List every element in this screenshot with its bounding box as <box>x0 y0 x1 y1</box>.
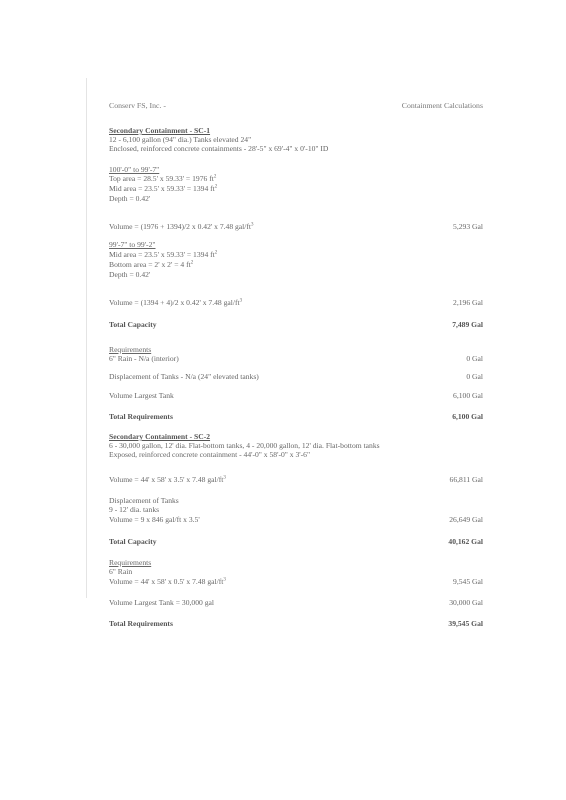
sc2-displacement-value: 26,649 Gal <box>449 515 483 524</box>
sc2-volume-value: 66,811 Gal <box>449 475 483 484</box>
sc2-rain-title: 6" Rain <box>109 567 133 576</box>
sc1-volume-2-value: 2,196 Gal <box>453 298 483 307</box>
sc2-rain-value: 9,545 Gal <box>453 577 483 586</box>
company-header: Conserv FS, Inc. - <box>109 101 166 110</box>
sc1-total-requirements-value: 6,100 Gal <box>452 412 483 421</box>
sc1-requirements-title: Requirements <box>109 345 152 354</box>
sc2-total-requirements-label: Total Requirements <box>109 619 173 628</box>
sc1-title: Secondary Containment - SC-1 <box>109 126 211 135</box>
sc1-total-requirements-label: Total Requirements <box>109 412 173 421</box>
sc1-displacement: Displacement of Tanks - N/a (24" elevated tanks) <box>109 372 259 381</box>
sc1-mid-area: Mid area = 23.5' x 59.33' = 1394 $ft^2$ <box>109 184 218 193</box>
sc1-depth-2: Depth = 0.42' <box>109 270 151 279</box>
sc1-largest-tank: Volume Largest Tank <box>109 391 174 400</box>
sc2-desc-1: 6 - 30,000 gallon, 12' dia. Flat-bottom tanks, 4 - 20,000 gallon, 12' dia. Flat-bottom tanks <box>109 441 380 450</box>
sc1-mid-area-2: Mid area = 23.5' x 59.33' = 1394 $ft^2$ <box>109 250 218 259</box>
sc2-desc-2: Exposed, reinforced concrete containment - 44'-0" x 58'-0" x 3'-6" <box>109 450 311 459</box>
sc1-bottom-area: Bottom area = 2' x 2' = 4 $ft^2$ <box>109 260 194 269</box>
sc1-top-area: Top area = 28.5' x 59.33' = 1976 $ft^2$ <box>109 174 217 183</box>
sc1-desc-2: Enclosed, reinforced concrete containments - 28'-5" x 69'-4" x 0'-10" ID <box>109 144 329 153</box>
sc1-volume-1-value: 5,293 Gal <box>453 222 483 231</box>
sc2-total-requirements-value: 39,545 Gal <box>448 619 483 628</box>
sc1-depth-1: Depth = 0.42' <box>109 194 151 203</box>
sc2-rain-volume: Volume = 44' x 58' x 0.5' x 7.48 gal/$ft^3$ <box>109 577 226 586</box>
sc2-displacement-title: Displacement of Tanks <box>109 496 179 505</box>
sc1-section2-title: 99'-7" to 99'-2" <box>109 240 156 249</box>
sc1-displacement-value: 0 Gal <box>466 372 483 381</box>
sc2-volume: Volume = 44' x 58' x 3.5' x 7.48 gal/$ft^3$ <box>109 475 226 484</box>
sc2-displacement-count: 9 - 12' dia. tanks <box>109 505 160 514</box>
document-title: Containment Calculations <box>401 101 483 110</box>
sc2-requirements-title: Requirements <box>109 558 152 567</box>
sc1-volume-2: Volume = (1394 + 4)/2 x 0.42' x 7.48 gal/$ft^3$ <box>109 298 243 307</box>
scan-margin-line <box>86 78 87 598</box>
sc2-largest-tank-value: 30,000 Gal <box>449 598 483 607</box>
sc1-rain-value: 0 Gal <box>466 354 483 363</box>
sc2-total-capacity-label: Total Capacity <box>109 537 157 546</box>
sc1-volume-1: Volume = (1976 + 1394)/2 x 0.42' x 7.48 gal/$ft^3$ <box>109 222 254 231</box>
sc2-total-capacity-value: 40,162 Gal <box>448 537 483 546</box>
sc1-rain: 6" Rain - N/a (interior) <box>109 354 179 363</box>
sc1-largest-tank-value: 6,100 Gal <box>453 391 483 400</box>
sc2-largest-tank: Volume Largest Tank = 30,000 gal <box>109 598 214 607</box>
sc1-section1-title: 100'-0" to 99'-7" <box>109 165 160 174</box>
sc1-desc-1: 12 - 6,100 gallon (94" dia.) Tanks elevated 24" <box>109 135 252 144</box>
sc2-displacement-volume: Volume = 9 x 846 gal/ft x 3.5' <box>109 515 200 524</box>
sc1-total-capacity-value: 7,489 Gal <box>452 320 483 329</box>
sc2-title: Secondary Containment - SC-2 <box>109 432 211 441</box>
sc1-total-capacity-label: Total Capacity <box>109 320 157 329</box>
